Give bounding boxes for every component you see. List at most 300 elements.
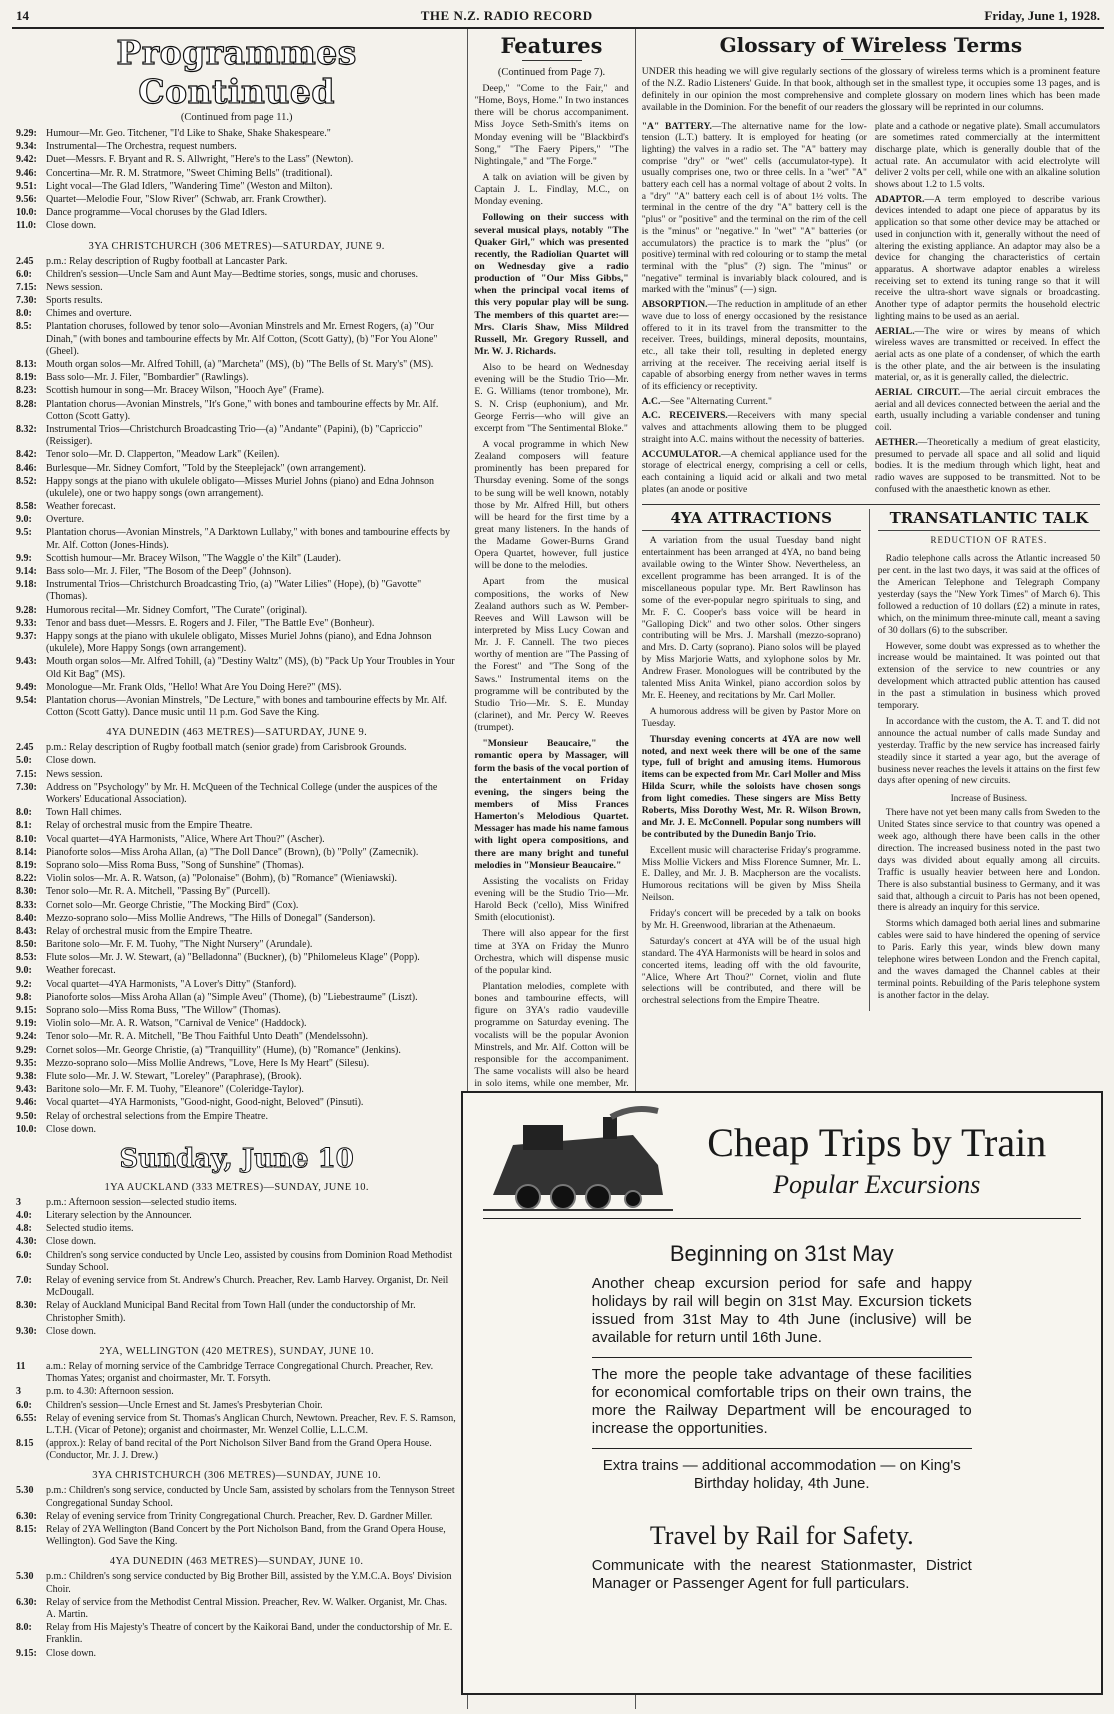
- programme-description: Plantation chorus—Avonian Minstrels, "De Lecture," with bones and tambourine effects by Mr. Alf. Cotton (Scott Gatty). Dance music until 11 p.m. God Save the King.: [46, 694, 448, 719]
- station-heading: 2YA, WELLINGTON (420 METRES), SUNDAY, JUNE 10.: [99, 1345, 374, 1357]
- glossary-columns: [642, 121, 1100, 506]
- programme-description: p.m. to 4.30: Afternoon session.: [46, 1386, 174, 1398]
- programme-description: Literary selection by the Announcer.: [46, 1210, 192, 1222]
- article-paragraph: Storms which damaged both aerial lines and submarine cables were said to have hindered the opening of service to Paris. Early this year, winds blew down many telephone wires between London and the French capital, and the waves damaged the Channel cables at their terminal points. Rebuilding of the Paris telephone system is another factor in the delay.: [877, 918, 1100, 1001]
- programme-time: 6.0:: [16, 1249, 32, 1261]
- programme-item: [16, 1524, 457, 1548]
- programme-item: [16, 1275, 457, 1299]
- programme-item: [16, 1326, 457, 1338]
- programme-description: Tenor and bass duet—Messrs. E. Rogers and J. Filer, "The Battle Eve" (Bonheur).: [46, 617, 375, 629]
- programme-time: 9.28:: [16, 604, 37, 616]
- programme-time: 9.50:: [16, 1110, 37, 1122]
- glossary-definition: —Receivers with many special valves and attachments allowing them to be plugged straight into A.C. mains without the necessity of batteries.: [641, 410, 867, 445]
- programme-time: 6.30:: [16, 1510, 37, 1522]
- programme-time: 9.43:: [16, 1084, 37, 1096]
- programme-time: 9.33:: [16, 617, 37, 629]
- programme-time: 11: [16, 1360, 26, 1372]
- glossary-definition: —The aerial circuit embraces the aerial and all devices connected between the aerial and the earth, usually including a variable condenser and tuning coil.: [874, 387, 1101, 434]
- programme-description: Relay of 2YA Wellington (Band Concert by the Port Nicholson Band, from the Grand Opera House, Wellington). God Save the King.: [46, 1524, 446, 1548]
- programme-time: 6.55:: [16, 1412, 37, 1424]
- programme-time: 3: [16, 1196, 21, 1208]
- programme-description: p.m.: Relay description of Rugby football at Lancaster Park.: [46, 255, 288, 267]
- programme-description: Address on "Psychology" by Mr. H. McQueen of the Technical College (under the auspices of the Workers' Educational Association).: [46, 781, 438, 805]
- programme-item: [16, 424, 457, 448]
- programme-description: Mouth organ solos—Mr. Alfred Tohill, (a) "Destiny Waltz" (MS), (b) "Pack Up Your Troubles in Your Old Kit Bag" (MS).: [46, 656, 455, 680]
- glossary-entry: [642, 396, 867, 408]
- programme-time: 8.22:: [16, 873, 37, 885]
- programme-item: [16, 154, 457, 166]
- programme-item: [16, 1250, 457, 1274]
- programme-item: [16, 128, 457, 140]
- programme-item: [16, 566, 457, 578]
- train-ad-title: Cheap Trips by Train: [707, 1120, 1047, 1165]
- programme-item: [16, 1622, 457, 1646]
- programme-time: 8.43:: [16, 925, 37, 937]
- programme-time: 9.14:: [16, 566, 37, 577]
- glossary-definition: —A chemical appliance used for the storage of electrical energy, comprising a cell or cells, each containing a liquid acid or alkali and two metal plates (an anode or positive: [641, 448, 867, 495]
- glossary-term: A.C.: [641, 395, 661, 407]
- programme-item: [16, 1597, 457, 1621]
- programme-time: 9.29:: [16, 128, 37, 139]
- programme-item: [16, 1413, 457, 1437]
- train-ad-para-3: Extra trains — additional accommodation — on King's Birthday holiday, 4th June.: [602, 1457, 961, 1492]
- programme-description: Relay from His Majesty's Theatre of concert by the Kaikorai Band, under the conductorship of Mr. E. Franklin.: [46, 1622, 453, 1646]
- programme-description: Monologue—Mr. Frank Olds, "Hello! What Are You Doing Here?" (MS).: [46, 681, 342, 693]
- programme-time: 8.50:: [16, 939, 37, 951]
- glossary-term: ACCUMULATOR.: [641, 448, 722, 460]
- glossary-term: ABSORPTION.: [641, 299, 708, 311]
- programme-item: [16, 168, 457, 180]
- programme-description: Humour—Mr. Geo. Titchener, "I'd Like to Shake, Shake Shakespeare.": [46, 128, 331, 139]
- programme-time: 9.15:: [16, 1005, 37, 1016]
- programme-description: Relay of orchestral music from the Empire Theatre.: [46, 925, 253, 937]
- programme-description: p.m.: Afternoon session—selected studio items.: [46, 1196, 237, 1208]
- article-paragraph: Apart from the musical compositions, the works of New Zealand authors such as W. Pember-Reeves and Will Lawson will be interpreted by Miss Lucy Cowan and Mr. J. F. Cannell. The two pieces worthy of mention are "The Passing of the Forest" and "The Song of the Saws." Instrumental items on the programme will be contributed by the Studio Trio—Mr. S. E. Munday (clarinet), and Mr. Percy W. Reeves (trumpet).: [474, 576, 629, 734]
- programme-time: 9.30:: [16, 1325, 37, 1337]
- programme-item: [16, 1197, 457, 1209]
- transatlantic-title: TRANSATLANTIC TALK: [878, 509, 1100, 531]
- locomotive-icon: [483, 1105, 673, 1215]
- programme-time: 8.0:: [16, 1622, 32, 1634]
- programme-time: 8.14:: [16, 846, 37, 858]
- station-heading: 3YA CHRISTCHURCH (306 METRES)—SUNDAY, JUNE 10.: [92, 1470, 382, 1482]
- programme-description: Baritone solo—Mr. F. M. Tuohy, "Eleanore" (Coleridge-Taylor).: [46, 1084, 304, 1096]
- programme-description: Sports results.: [46, 295, 103, 307]
- programme-description: Bass solo—Mr. J. Filer, "The Bosom of the Deep" (Johnson).: [46, 566, 292, 577]
- station-heading: 1YA AUCKLAND (333 METRES)—SUNDAY, JUNE 10.: [104, 1181, 369, 1193]
- programme-time: 6.0:: [16, 1399, 32, 1411]
- programme-item: [16, 939, 457, 951]
- programme-description: Soprano solo—Miss Roma Buss, "Song of Sunshine" (Thomas).: [46, 859, 304, 871]
- programme-description: Humorous recital—Mr. Sidney Comfort, "The Curate" (original).: [46, 604, 308, 616]
- programme-time: 10.0:: [16, 1123, 37, 1135]
- programme-item: [16, 553, 457, 565]
- right-section: [591, 29, 1104, 1709]
- programme-time: 9.34:: [16, 141, 37, 153]
- programme-description: Close down.: [46, 220, 96, 232]
- programme-description: Light vocal—The Glad Idlers, "Wandering Time" (Weston and Milton).: [46, 180, 333, 192]
- programme-item: [16, 1438, 457, 1462]
- programme-item: [16, 1485, 457, 1509]
- programme-time: 9.15:: [16, 1647, 37, 1659]
- programme-description: Children's session—Uncle Sam and Aunt May—Bedtime stories, songs, music and choruses.: [46, 268, 419, 280]
- page-number: 14: [16, 8, 29, 23]
- programme-item: [16, 207, 457, 219]
- programmes-title: Programmes Continued: [116, 33, 357, 111]
- programme-time: 6.30:: [16, 1596, 37, 1608]
- programme-time: 4.0:: [16, 1210, 32, 1222]
- glossary-entry: [875, 387, 1100, 434]
- station-heading: 4YA DUNEDIN (463 METRES)—SUNDAY, JUNE 10.: [109, 1556, 364, 1568]
- programme-item: [16, 463, 457, 475]
- article-paragraph: Radio telephone calls across the Atlantic increased 50 per cent. in the last two days, it was said at the offices of the American Telephone and Telegraph Company yesterday (says the "New York Times" of March 6). This followed a reduction of 10 dollars (£2) a minute in rates, which, on the minimum three-minute call, meant a saving of 30 dollars (6) to the subscriber.: [877, 553, 1100, 636]
- programme-description: Weather forecast.: [46, 501, 116, 513]
- programme-time: 8.52:: [16, 475, 37, 487]
- programme-description: Dance programme—Vocal choruses by the Glad Idlers.: [46, 207, 268, 219]
- programme-time: 8.53:: [16, 952, 37, 964]
- programme-list: [16, 256, 457, 720]
- programme-description: Close down.: [46, 1236, 96, 1248]
- programme-description: Plantation choruses, followed by tenor solo—Avonian Minstrels and Mr. Ernest Rogers, (a) "Our Dinah," (with bones and tambourine effects by Mr. Alf Cotton, (Scott Gatty), (b) "For You Alone" (Gheel).: [46, 321, 438, 357]
- programme-description: Plantation chorus—Avonian Minstrels, "It's Gone," with bones and tambourine effects by Mr. Alf. Cotton (Scott Gatty).: [46, 398, 439, 422]
- programme-description: Close down.: [46, 1123, 96, 1135]
- programme-time: 9.42:: [16, 154, 37, 166]
- programme-time: 8.1:: [16, 820, 32, 832]
- programme-item: [16, 1058, 457, 1070]
- glossary-col-b: [875, 121, 1100, 499]
- programme-item: [16, 1648, 457, 1660]
- programme-list: [16, 1485, 457, 1548]
- programme-description: Town Hall chimes.: [46, 807, 122, 819]
- lower-articles: [642, 509, 1100, 1011]
- train-ad-para-1: Another cheap excursion period for safe and happy holidays by rail will begin on 31st May. Excursion tickets issued from 31st May to 4th June (inclusive) will be available for return until 16th June.: [591, 1275, 972, 1346]
- programme-time: 9.8:: [16, 991, 32, 1003]
- programme-description: Plantation chorus—Avonian Minstrels, "A Darktown Lullaby," with bones and tambourine effects by Mr. Alf. Cotton (Jones-Hinds).: [46, 527, 451, 551]
- programme-item: [16, 321, 457, 358]
- programme-item: [16, 1223, 457, 1235]
- programme-time: 5.0:: [16, 755, 32, 767]
- programme-item: [16, 1300, 457, 1324]
- article-paragraph: A vocal programme in which New Zealand composers will feature prominently has been prepared for Thursday evening. Some of the songs to be sung will be well known, notably those by Mr. Alfred Hill, but others will be heard for the first time by a great many listeners. In the hands of the Madame Gower-Burns Grand Opera Quartet, however, full justice will be done to the melodies.: [474, 438, 629, 572]
- glossary-term: AETHER.: [874, 436, 918, 448]
- programme-description: Relay of evening service from Trinity Congregational Church. Preacher, Rev. D. Gardner Miller.: [46, 1510, 433, 1522]
- programme-item: [16, 847, 457, 859]
- divider: [522, 60, 582, 61]
- programme-item: [16, 269, 457, 281]
- attractions-article: [642, 509, 870, 1011]
- programme-item: [16, 605, 457, 617]
- programme-item: [16, 1236, 457, 1248]
- article-paragraph: Assisting the vocalists on Friday evening will be the Studio Trio—Mr. Harold Beck ('cello), Miss Winifred Smith (elocutionist).: [474, 875, 629, 924]
- programme-description: p.m.: Children's song service conducted by Big Brother Bill, assisted by the Y.M.C.A. Boys' Division Choir.: [46, 1571, 452, 1595]
- glossary-definition: —See "Alternating Current.": [660, 395, 772, 407]
- programme-item: [16, 1124, 457, 1136]
- programme-description: Happy songs at the piano with ukulele obligato—Misses Muriel Johns (piano) and Edna Johnson (ukulele), one or two happy songs (own arrangement).: [46, 475, 435, 499]
- programme-description: News session.: [46, 281, 103, 293]
- programme-item: [16, 952, 457, 964]
- train-ad-safety: Travel by Rail for Safety.: [649, 1521, 914, 1550]
- programme-description: Pianoforte solos—Miss Aroha Allan (a) "Simple Aveu" (Thome), (b) "Liebestraume" (Liszt).: [46, 991, 418, 1003]
- programme-description: Close down.: [46, 1325, 96, 1337]
- programme-item: [16, 1045, 457, 1057]
- issue-date: Friday, June 1, 1928.: [984, 8, 1100, 23]
- programme-time: 11.0:: [16, 220, 37, 232]
- programme-description: p.m.: Relay description of Rugby football match (senior grade) from Carisbrook Grounds.: [46, 742, 407, 754]
- programme-item: [16, 501, 457, 513]
- programme-item: [16, 1111, 457, 1123]
- programme-item: [16, 1511, 457, 1523]
- programmes-column: [12, 29, 468, 1709]
- programme-description: Flute solo—Mr. J. W. Stewart, "Loreley" (Paraphrase), (Brook).: [46, 1070, 302, 1082]
- programme-item: [16, 913, 457, 925]
- programme-item: [16, 834, 457, 846]
- programme-time: 8.0:: [16, 807, 32, 819]
- programme-description: Vocal quartet—4YA Harmonists, "Good-night, Good-night, Beloved" (Pinsuti).: [46, 1097, 364, 1109]
- programme-time: 8.19:: [16, 859, 37, 871]
- programme-description: News session.: [46, 768, 103, 780]
- divider: [592, 1448, 972, 1449]
- programme-item: [16, 682, 457, 694]
- features-continued: (Continued from Page 7).: [497, 67, 606, 78]
- programme-description: Mouth organ solos—Mr. Alfred Tohill, (a) "Marcheta" (MS), (b) "The Bells of St. Mary's" (MS).: [46, 359, 434, 370]
- programme-time: 9.51:: [16, 180, 37, 192]
- programme-time: 10.0:: [16, 207, 37, 219]
- programme-time: 8.58:: [16, 501, 37, 513]
- programme-description: Overture.: [46, 514, 85, 526]
- article-paragraph: A talk on aviation will be given by Captain J. L. Findlay, M.C., on Monday evening.: [474, 171, 629, 208]
- programme-time: 7.15:: [16, 281, 37, 293]
- programme-item: [16, 755, 457, 767]
- programme-time: 9.37:: [16, 630, 37, 642]
- programme-item: [16, 282, 457, 294]
- glossary-definition: —Theoretically a medium of great elasticity, presumed to pervade all space and all solid and liquid bodies. It is the medium through which light, heat and radio waves are supposed to be transmitted. Not to be confused with the anaesthetic known as ether.: [874, 436, 1101, 495]
- divider: [841, 59, 901, 60]
- programme-description: Children's song service conducted by Uncle Leo, assisted by cousins from Dominion Road Methodist Sunday School.: [46, 1249, 453, 1273]
- programme-description: Relay of service from the Methodist Central Mission. Preacher, Rev. W. Walker. Organist, Mr. Chas. A. Martin.: [46, 1596, 448, 1620]
- programme-time: 9.29:: [16, 1044, 37, 1056]
- programme-description: Scottish humour—Mr. Bracey Wilson, "The Waggle o' the Kilt" (Lauder).: [46, 552, 341, 564]
- glossary-term: AERIAL.: [874, 325, 915, 337]
- programme-time: 8.42:: [16, 449, 37, 461]
- programme-description: Vocal quartet—4YA Harmonists, "Alice, Where Art Thou?" (Ascher).: [46, 833, 325, 845]
- programme-time: 9.46:: [16, 1097, 37, 1109]
- programme-time: 9.56:: [16, 193, 37, 205]
- article-paragraph: Following on their success with several musical plays, notably "The Quaker Girl," which was presented recently, the Radiolian Quartet will on Wednesday give a radio production of "Our Miss Gibbs," when the principal vocal items of this very popular play will be sung. The members of this quartet are:—Mrs. Claris Shaw, Miss Mildred Russell, Mr. Gregory Russell, and Mr. W. J. Richards.: [474, 212, 629, 357]
- glossary-entry: [642, 410, 867, 445]
- programme-time: 5.30: [16, 1485, 34, 1497]
- programme-item: [16, 873, 457, 885]
- programme-description: Weather forecast.: [46, 965, 116, 977]
- programme-time: 7.15:: [16, 768, 37, 780]
- glossary-definition: —The alternative name for the low-tension (L.T.) battery. It is employed for heating (or lighting) the valves in a radio set. The "A" battery may comprise "dry" or "wet" cells (accumulator-type). It usually comprises one, two or three cells. In a "wet" "A" battery each cell has a normal voltage of about 2 volts. In a "dry" "A" battery each cell is of about 1½ volts. The terminal in the centre of the dry "A" battery cell is the "plus" or "positive" and the terminal on the rim of the cell is the "minus" or "negative." In "wet" "A" batteries (or accumulators) the practice is to mark the "plus" (or positive) terminal with red colouring or to stamp the metal terminal with the "plus" (?) sign. The "minus" or "negative" terminal is invariably black coloured, and is marked with the "minus" (—) sign.: [641, 120, 867, 296]
- programme-item: [16, 220, 457, 232]
- transatlantic-subtitle: REDUCTION OF RATES.: [930, 535, 1048, 546]
- programme-time: 8.0:: [16, 308, 32, 320]
- article-paragraph: A humorous address will be given by Pastor More on Tuesday.: [641, 705, 861, 729]
- programme-item: [16, 256, 457, 268]
- publication-title: THE N.Z. RADIO RECORD: [420, 8, 593, 23]
- programme-description: Close down.: [46, 1647, 96, 1659]
- article-paragraph: Saturday's concert at 4YA will be of the usual high standard. The 4YA Harmonists will be heard in solos and concerted items, leading off with the old favourite, "Alice, Where Art Thou?" Cornet, violin and flute selections will be contributed, and there will be orchestral selections from the Empire Theatre.: [641, 935, 861, 1007]
- programme-time: 8.15: [16, 1438, 34, 1450]
- programme-time: 7.30:: [16, 295, 37, 307]
- programme-list: [16, 1361, 457, 1463]
- programme-time: 9.2:: [16, 978, 32, 990]
- programme-time: 9.24:: [16, 1031, 37, 1043]
- attractions-body: [642, 535, 861, 1007]
- programme-item: [16, 194, 457, 206]
- station-heading: 3YA CHRISTCHURCH (306 METRES)—SATURDAY, JUNE 9.: [88, 240, 385, 252]
- programme-description: Violin solos—Mr. A. R. Watson, (a) "Polonaise" (Bohm), (b) "Romance" (Wieniawski).: [46, 873, 397, 885]
- programme-description: Cornet solos—Mr. George Christie, (a) "Tranquillity" (Hume), (b) "Romance" (Jenkins).: [46, 1044, 401, 1056]
- programme-description: Vocal quartet—4YA Harmonists, "A Lover's Ditty" (Stanford).: [46, 978, 297, 990]
- article-paragraph: A variation from the usual Tuesday band night entertainment has been arranged at 4YA, no band being available owing to the Winter Show. Nevertheless, an excellent programme has been arranged. It is of the miscellaneous popular type. Mr. Bert Rawlinson has some of the ever-popular negro spirituals to sing, and Mr. F. C. Cooper's bass voice will be heard in "Galloping Dick" and two other solos. Other singers contributing will be Mrs. J. Marshall (mezzo-soprano) and Mrs. D. Carty (soprano). Piano solos will be played by Miss Marjorie Watts, and xylophone solos by Mr. Andrew Fraser. Monologues will be contributed by the talented Miss Anita Winkel, piano accordion solos by Mr. E. Heeney, and recitations by Mr. Carl Moller.: [641, 535, 861, 701]
- transatlantic-section-head: Increase of Business.: [950, 793, 1027, 804]
- glossary-term: "A" BATTERY.: [641, 120, 712, 132]
- glossary-entry: [875, 437, 1100, 496]
- transatlantic-article: [870, 509, 1100, 1011]
- programme-description: Mezzo-soprano solo—Miss Mollie Andrews, "The Hills of Donegal" (Sanderson).: [46, 912, 376, 924]
- glossary-term: AERIAL CIRCUIT.: [874, 387, 961, 399]
- sunday-title: Sunday, June 10: [119, 1143, 354, 1174]
- programme-item: [16, 579, 457, 603]
- programme-description: Relay of Auckland Municipal Band Recital from Town Hall (under the conductorship of Mr. Christopher Smith).: [46, 1300, 416, 1324]
- glossary-entry: [875, 121, 1100, 191]
- programme-item: [16, 399, 457, 423]
- programme-description: Chimes and overture.: [46, 308, 132, 320]
- programme-description: Children's session—Uncle Ernest and St. James's Presbyterian Choir.: [46, 1399, 323, 1411]
- programme-description: Flute solos—Mr. J. W. Stewart, (a) "Belladonna" (Buckner), (b) "Philomeleus Klage" (Popp).: [46, 952, 420, 964]
- programme-description: Scottish humour in song—Mr. Bracey Wilson, "Hooch Aye" (Frame).: [46, 385, 325, 397]
- programme-description: Violin solo—Mr. A. R. Watson, "Carnival de Venice" (Haddock).: [46, 1018, 307, 1030]
- programme-item: [16, 385, 457, 397]
- programme-time: 4.30:: [16, 1236, 37, 1248]
- glossary-definition: plate and a cathode or negative plate). Small accumulators are sometimes rated commercially at the intermittent discharge plate, which is generally double that of the actual rate. An accumulator with acid electrolyte will deliver 2 volts per cell, while one with an alkaline solution shows about 1.2 to 1.5 volts.: [874, 120, 1101, 191]
- programme-description: a.m.: Relay of morning service of the Cambridge Terrace Congregational Church. Preacher, Rev. Thomas Yates; organist and choirmaster, Mr. T. Forsyth.: [46, 1360, 434, 1385]
- programmes-continued: (Continued from page 11.): [180, 112, 293, 123]
- programme-description: Selected studio items.: [46, 1223, 134, 1235]
- programme-description: Tenor solo—Mr. D. Clapperton, "Meadow Lark" (Keilen).: [46, 449, 280, 461]
- programme-time: 8.40:: [16, 912, 37, 924]
- masthead: [12, 6, 1104, 29]
- article-paragraph: In accordance with the custom, the A. T. and T. did not announce the actual number of calls made Sunday and yesterday. Traffic by the new service has increased fairly steadily since it started a year ago, but the average of business never reaches the levels it attains on the first few days after opening of new circuits.: [877, 715, 1100, 787]
- article-paragraph: Also to be heard on Wednesday evening will be the Studio Trio—Mr. E. G. Williams (tenor trombone), Mr. S. N. Crisp (euphonium), and Mr. George Ferris—who will give an excerpt from "The Sentimental Bloke.": [474, 362, 629, 434]
- programme-description: Burlesque—Mr. Sidney Comfort, "Told by the Steeplejack" (own arrangement).: [46, 462, 366, 474]
- programme-item: [16, 308, 457, 320]
- transatlantic-body-2: [878, 807, 1100, 1001]
- train-ad-beginning: Beginning on 31st May: [669, 1241, 894, 1266]
- programme-time: 9.46:: [16, 167, 37, 179]
- article-paragraph: There will also appear for the first time at 3YA on Friday the Munro Orchestra, which will dispense music of the popular kind.: [474, 928, 629, 976]
- programme-item: [16, 372, 457, 384]
- programme-time: 8.46:: [16, 462, 37, 474]
- programme-item: [16, 886, 457, 898]
- programme-time: 9.5:: [16, 527, 32, 539]
- programme-item: [16, 782, 457, 806]
- programme-time: 3: [16, 1386, 21, 1398]
- programme-item: [16, 992, 457, 1004]
- programme-time: 8.19:: [16, 372, 37, 384]
- attractions-title: 4YA ATTRACTIONS: [642, 509, 861, 531]
- programme-time: 2.45: [16, 742, 34, 754]
- programme-time: 8.15:: [16, 1524, 37, 1535]
- glossary-entry: [642, 449, 867, 496]
- train-ad-header: [483, 1101, 1081, 1219]
- programme-list: [16, 1571, 457, 1659]
- programme-time: 9.18:: [16, 579, 37, 591]
- programme-description: Baritone solo—Mr. F. M. Tuohy, "The Night Nursery" (Arundale).: [46, 939, 313, 951]
- glossary-term: A.C. RECEIVERS.: [641, 410, 728, 422]
- programme-time: 8.30:: [16, 886, 37, 898]
- programme-time: 9.49:: [16, 681, 37, 693]
- glossary-col-a: [642, 121, 867, 499]
- article-paragraph: Excellent music will characterise Friday's programme. Miss Mollie Vickers and Miss Florence Sumner, Mr. L. E. Dalley, and Mr. J. B. Macpherson are the vocalists. Humorous recitations will be given by Miss Sheila Neilson.: [641, 844, 861, 904]
- programme-item: [16, 820, 457, 832]
- programme-description: Close down.: [46, 755, 96, 767]
- programme-list: [16, 128, 457, 233]
- programme-time: 9.19:: [16, 1018, 37, 1030]
- programme-time: 9.0:: [16, 514, 32, 526]
- programme-item: [16, 742, 457, 754]
- programme-item: [16, 181, 457, 193]
- programme-item: [16, 1005, 457, 1017]
- programme-time: 8.30:: [16, 1300, 37, 1312]
- programme-time: 9.43:: [16, 656, 37, 668]
- programme-item: [16, 695, 457, 719]
- glossary-definition: —The reduction in amplitude of an ether wave due to loss of energy occasioned by the resistance offered to it in its travel from the transmitter to the receiver. Trees, buildings, mineral deposits, mountains, etc., all take their toll, resulting in depleted energy arriving at the receiver. The receiving aerial itself is capable of absorbing energy from nether waves in terms of its efficiency or receptivity.: [641, 299, 867, 393]
- programme-item: [16, 1018, 457, 1030]
- programme-item: [16, 926, 457, 938]
- programme-time: 8.13:: [16, 359, 37, 370]
- programme-time: 6.0:: [16, 268, 32, 280]
- programme-item: [16, 527, 457, 551]
- programme-description: Relay of evening service from St. Thomas's Anglican Church, Newtown. Preacher, Rev. F. S. Ramson, L.T.H. (Vicar of Petone); organist and choirmaster, Mr. Wenzel Collie, L.L.C.M.: [46, 1412, 456, 1436]
- programme-time: 8.10:: [16, 833, 37, 845]
- programme-description: Relay of orchestral selections from the Empire Theatre.: [46, 1110, 268, 1122]
- programme-description: p.m.: Children's song service, conducted by Uncle Sam, assisted by scholars from the Tennyson Street Congregational Sunday School.: [46, 1485, 455, 1509]
- transatlantic-body: [878, 553, 1100, 787]
- programme-time: 8.28:: [16, 398, 37, 410]
- programme-item: [16, 1097, 457, 1109]
- train-ad-subtitle: Popular Excursions: [773, 1170, 981, 1199]
- glossary-title: Glossary of Wireless Terms: [719, 33, 1023, 57]
- programme-item: [16, 1400, 457, 1412]
- programme-item: [16, 295, 457, 307]
- programme-time: 8.23:: [16, 385, 37, 397]
- glossary-entry: [875, 194, 1100, 323]
- programme-item: [16, 900, 457, 912]
- programme-time: 9.9:: [16, 552, 32, 564]
- glossary-term: ADAPTOR.: [874, 193, 925, 205]
- glossary-definition: —The wire or wires by means of which wireless waves are transmitted or received. In effect the aerial acts as one plate of a condenser, of which the earth is the other plate, and the air between is the insulating material, or, as it is generally called, the dielectric.: [874, 325, 1101, 384]
- programme-list: [16, 1197, 457, 1338]
- programme-time: 5.30: [16, 1571, 34, 1583]
- programme-item: [16, 476, 457, 500]
- programme-description: Tenor solo—Mr. R. A. Mitchell, "Be Thou Faithful Unto Death" (Mendelssohn).: [46, 1031, 368, 1043]
- programme-description: Relay of evening service from St. Andrew's Church. Preacher, Rev. Lamb Harvey. Organist, Dr. Neil McDougall.: [46, 1275, 449, 1299]
- programme-item: [16, 514, 457, 526]
- train-ad: [461, 1091, 1103, 1695]
- programme-time: 7.30:: [16, 781, 37, 793]
- article-paragraph: Plantation melodies, complete with bones and tambourine effects, will figure on 3YA's radio vaudeville programme on Saturday evening. The vocalists will be the popular Avonion Minstrels, and Mr. Alf. Cotton will be responsible for the accompaniment. The same vocalists will also be heard in solo items, while one member, Mr.: [474, 980, 629, 1090]
- programme-item: [16, 1031, 457, 1043]
- programme-item: [16, 979, 457, 991]
- article-paragraph: "Monsieur Beaucaire," the romantic opera by Massager, will form the basis of the vocal portion of the entertainment on Friday evening, the singers being the members of Miss Frances Hamerton's Melodious Quartet. Messager has made his name famous with light opera compositions, and there are many bright and tuneful melodies in "Monsieur Beaucaire.": [474, 738, 629, 871]
- article-paragraph: There have not yet been many calls from Sweden to the United States since service to that country was opened a week ago, although there have been calls in the other direction. The increased business noted in the past two days was divided about equally among all circuits. Traffic is usually heavier between here and London. There is also substantial business to Germany, and it was said that, although a circuit to Paris has not been opened, there is already an inquiry for this service.: [877, 807, 1100, 914]
- programme-time: 9.0:: [16, 965, 32, 977]
- programme-description: Soprano solo—Miss Roma Buss, "The Willow" (Thomas).: [46, 1005, 281, 1016]
- programme-time: 9.35:: [16, 1057, 37, 1069]
